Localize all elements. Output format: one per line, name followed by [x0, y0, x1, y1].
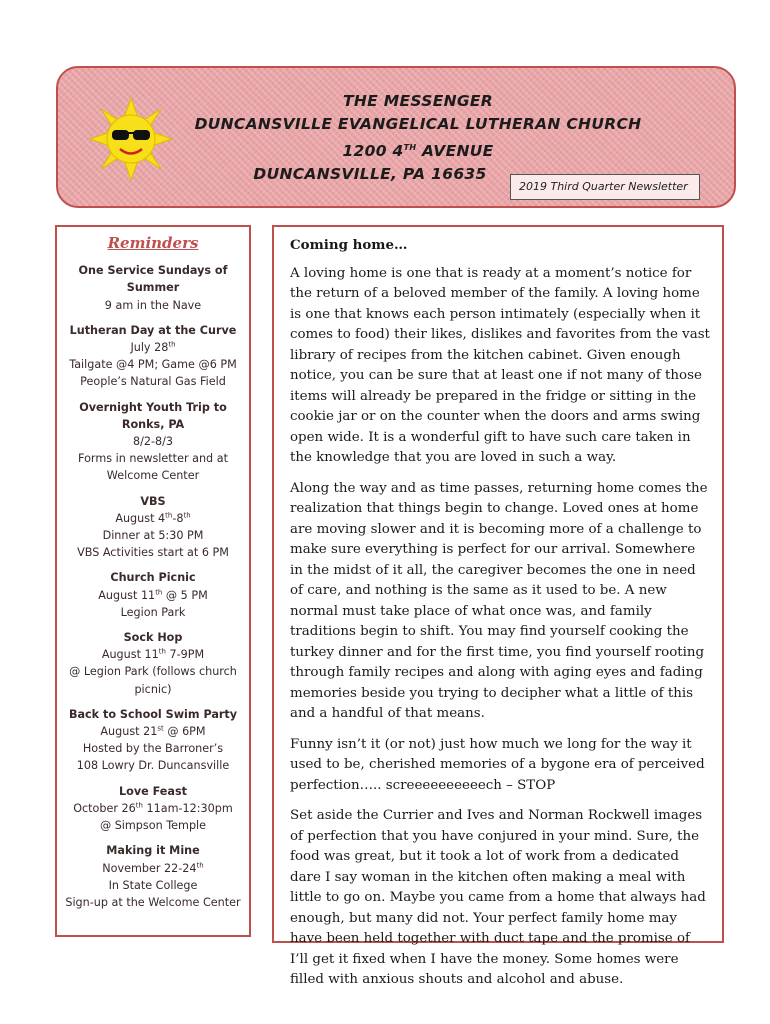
event-title: Making it Mine [106, 844, 200, 858]
event-detail: @ Simpson Temple [99, 819, 207, 833]
event-detail: October 26th 11am-12:30pm [73, 801, 233, 815]
reminder-event [57, 322, 249, 391]
event-detail: In State College [108, 878, 198, 892]
reminder-event [57, 629, 249, 698]
church-address-street: 1200 4TH AVENUE [342, 142, 494, 161]
reminder-event [57, 783, 249, 835]
church-name: DUNCANSVILLE EVANGELICAL LUTHERAN CHURCH [194, 115, 642, 133]
event-detail: Dinner at 5:30 PM [102, 529, 204, 543]
newsletter-name: THE MESSENGER [342, 92, 494, 110]
event-title: Back to School Swim Party [68, 707, 238, 721]
reminder-event [57, 399, 249, 485]
reminder-event [57, 842, 249, 911]
article-paragraph: Set aside the Currier and Ives and Norman Rockwell images of perfection that you have conjured in your mind. Sure, the food was great, but it took a lot of work from a dedicated dare I say woman in the kitchen often making a meal with little to go on. Maybe you came from a home that always had enough, but many did not. Your perfect family home may have been held together with duct tape and the promise of I’ll get it fixed when I have the money. Some homes were filled with anxious shouts and alcohol and abuse. [290, 808, 706, 987]
article-paragraph: A loving home is one that is ready at a moment’s notice for the return of a beloved member of the family. A loving home is one that knows each person intimately (especially when it comes to food) their likes, dislikes and favorites from the vast library of recipes from the kitchen cabinet. Given enough notice, you can be sure that at least one if not many of those items will already be prepared in the fridge or sitting in the cookie jar or on the counter when the doors and arms swing open wide. It is a wonderful gift to have such care taken in the knowledge that you are loved in such a way. [290, 265, 710, 465]
reminder-event [57, 262, 249, 314]
event-detail: Legion Park [120, 605, 186, 619]
reminder-event [57, 706, 249, 775]
event-detail: August 11th 7-9PM [101, 647, 205, 662]
event-detail: August 11th @ 5 PM [98, 587, 208, 602]
event-detail: Hosted by the Barroner’s [82, 742, 224, 756]
sun-with-sunglasses-icon [88, 96, 174, 182]
event-title: Lutheran Day at the Curve [69, 323, 237, 337]
event-title: VBS [140, 494, 166, 508]
event-detail: Forms in newsletter and at Welcome Center [78, 452, 228, 483]
event-detail: VBS Activities start at 6 PM [77, 546, 229, 560]
reminders-sidebar [55, 225, 251, 937]
event-title: One Service Sundays of Summer [78, 264, 228, 295]
issue-label: 2019 Third Quarter Newsletter [510, 174, 700, 200]
church-address-city: DUNCANSVILLE, PA 16635 [253, 165, 487, 184]
article-paragraph: Funny isn’t it (or not) just how much we long for the way it used to be, cherished memories of a bygone era of perceived perfection….. screeeeeeeeeech – STOP [290, 736, 705, 793]
event-detail: 9 am in the Nave [104, 298, 202, 312]
article-heading: Coming home… [290, 237, 408, 253]
newsletter-title-block [178, 90, 658, 186]
event-title: Love Feast [119, 784, 187, 798]
event-detail: July 28th [130, 340, 176, 355]
event-detail: August 21st @ 6PM [100, 724, 206, 739]
event-detail: Tailgate @4 PM; Game @6 PM [69, 358, 237, 372]
article-paragraph: Along the way and as time passes, returning home comes the realization that things begin to change. Loved ones at home are moving slower and it is becoming more of a challenge to make sure everything is perfect for our arrival. Somewhere in the midst of it all, the caregiver becomes the one in need of care, and nothing is the same as it used to be. A new normal must take place of what once was, and family traditions begin to shift. You may find yourself cooking the turkey dinner and for the first time, you find yourself rooting through family recipes and along with aging eyes and fading memories beside you trying to decipher what a little of this and a handful of that means. [290, 480, 708, 721]
event-title: Overnight Youth Trip to Ronks, PA [79, 400, 227, 431]
reminders-title: Reminders [107, 234, 199, 252]
event-title: Sock Hop [123, 631, 183, 645]
reminder-event [57, 569, 249, 621]
event-title: Church Picnic [110, 571, 196, 585]
event-detail: August 4th-8th [115, 511, 191, 525]
event-detail: November 22-24th [102, 860, 204, 875]
article-column [272, 225, 724, 987]
event-detail: People’s Natural Gas Field [80, 375, 226, 389]
reminder-event [57, 493, 249, 562]
newsletter-header-banner [56, 66, 736, 208]
event-detail: 108 Lowry Dr. Duncansville [76, 759, 230, 773]
event-detail: Sign-up at the Welcome Center [65, 895, 241, 909]
event-detail: @ Legion Park (follows church picnic) [69, 665, 237, 696]
event-detail: 8/2-8/3 [132, 435, 174, 449]
